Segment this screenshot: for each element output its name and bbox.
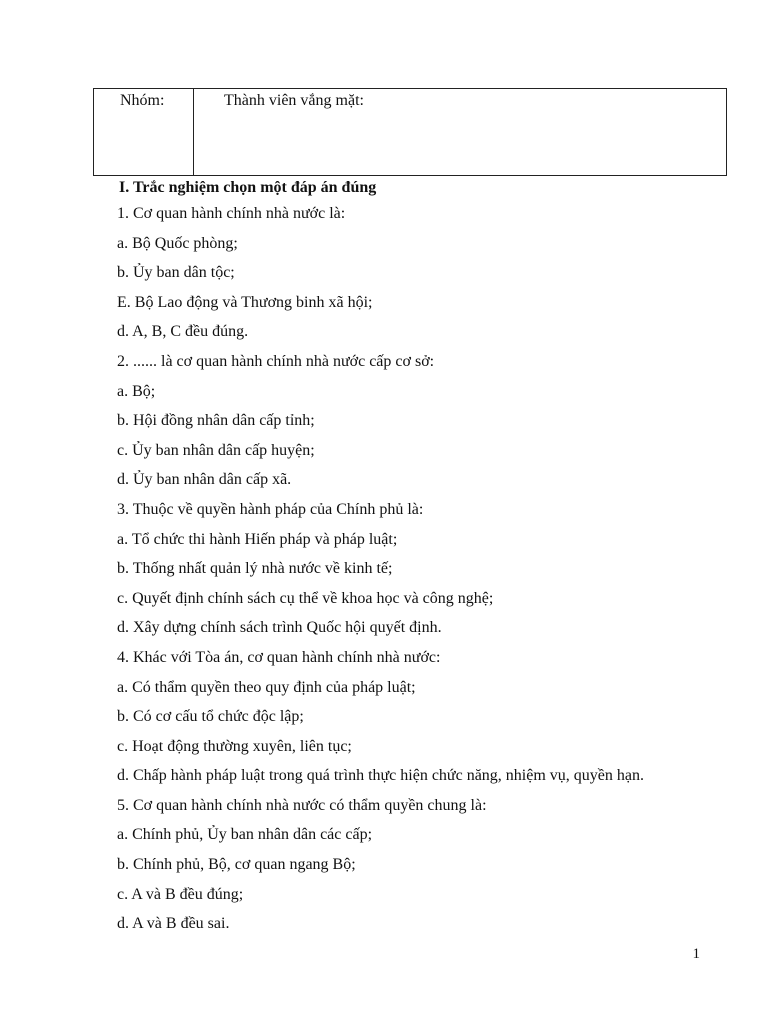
answer-option: c. Quyết định chính sách cụ thể về khoa học và công nghệ; [117, 589, 494, 607]
page-number: 1 [692, 946, 700, 962]
question-line: 2. ...... là cơ quan hành chính nhà nước cấp cơ sở: [117, 352, 435, 370]
question-line: 3. Thuộc về quyền hành pháp của Chính phủ là: [117, 500, 424, 518]
absent-members-label: Thành viên vắng mặt: [224, 92, 364, 109]
answer-option: E. Bộ Lao động và Thương binh xã hội; [117, 293, 373, 311]
answer-option: d. Ủy ban nhân dân cấp xã. [117, 471, 292, 489]
answer-option: b. Hội đồng nhân dân cấp tỉnh; [117, 412, 315, 430]
absent-members-cell [194, 89, 726, 175]
answer-option: c. A và B đều đúng; [117, 885, 244, 903]
answer-option: c. Hoạt động thường xuyên, liên tục; [117, 737, 352, 755]
question-list [117, 199, 737, 939]
answer-option: a. Bộ Quốc phòng; [117, 234, 238, 252]
section-title: I. Trắc nghiệm chọn một đáp án đúng [119, 179, 377, 196]
answer-option: b. Chính phủ, Bộ, cơ quan ngang Bộ; [117, 856, 356, 874]
answer-option: b. Ủy ban dân tộc; [117, 264, 235, 282]
answer-option: a. Tổ chức thi hành Hiến pháp và pháp luật; [117, 530, 398, 548]
answer-option: b. Có cơ cấu tổ chức độc lập; [117, 708, 304, 726]
answer-option: c. Ủy ban nhân dân cấp huyện; [117, 441, 315, 459]
answer-option: a. Có thẩm quyền theo quy định của pháp luật; [117, 678, 416, 696]
answer-option: d. A và B đều sai. [117, 915, 230, 933]
answer-option: a. Bộ; [117, 382, 156, 400]
question-line: 4. Khác với Tòa án, cơ quan hành chính nhà nước: [117, 648, 441, 666]
group-label: Nhóm: [120, 92, 165, 109]
group-info-table [93, 88, 727, 176]
answer-option: a. Chính phủ, Ủy ban nhân dân các cấp; [117, 826, 373, 844]
group-cell [94, 89, 194, 175]
answer-option: b. Thống nhất quản lý nhà nước về kinh tế; [117, 560, 393, 578]
question-line: 5. Cơ quan hành chính nhà nước có thẩm quyền chung là: [117, 796, 487, 814]
quiz-content [117, 176, 737, 939]
answer-option: d. A, B, C đều đúng. [117, 323, 249, 341]
answer-option: d. Xây dựng chính sách trình Quốc hội quyết định. [117, 619, 442, 637]
question-line: 1. Cơ quan hành chính nhà nước là: [117, 205, 346, 222]
answer-option: d. Chấp hành pháp luật trong quá trình thực hiện chức năng, nhiệm vụ, quyền hạn. [117, 767, 644, 785]
